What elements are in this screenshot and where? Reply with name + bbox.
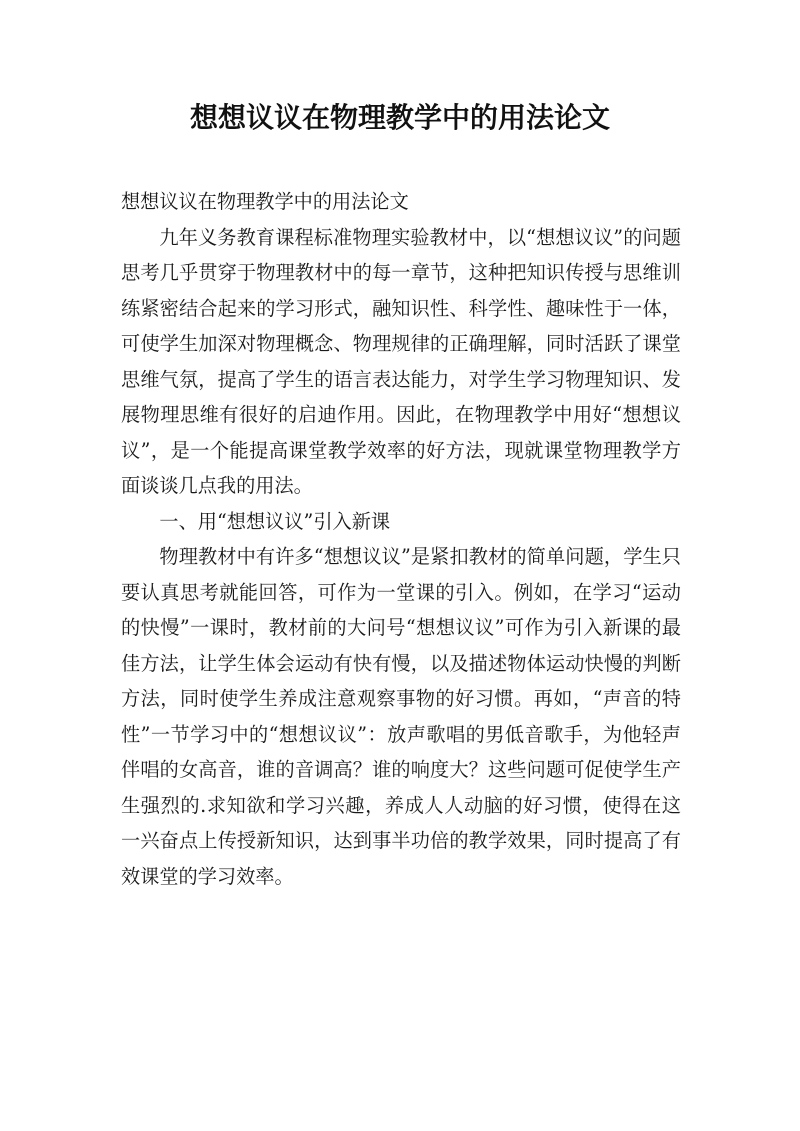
- document-body: [121, 184, 681, 894]
- paragraph-intro: 九年义务教育课程标准物理实验教材中，以“想想议议”的问题思考几乎贯穿于物理教材中的每一章节，这种把知识传授与思维训练紧密结合起来的学习形式，融知识性、科学性、趣味性于一体，可使学生加深对物理概念、物理规律的正确理解，同时活跃了课堂思维气氛，提高了学生的语言表达能力，对学生学习物理知识、发展物理思维有很好的启迪作用。因此，在物理教学中用好“想想议议”，是一个能提高课堂教学效率的好方法，现就课堂物理教学方面谈谈几点我的用法。: [121, 225, 681, 497]
- section-heading: 一、用“想想议议”引入新课: [159, 509, 391, 533]
- paragraph-section-1: 物理教材中有许多“想想议议”是紧扣教材的简单问题，学生只要认真思考就能回答，可作为一堂课的引入。例如，在学习“运动的快慢”一课时，教材前的大问号“想想议议”可作为引入新课的最佳方法，让学生体会运动有快有慢，以及描述物体运动快慢的判断方法，同时使学生养成注意观察事物的好习惯。再如，“声音的特性”一节学习中的“想想议议”：放声歌唱的男低音歌手，为他轻声伴唱的女高音，谁的音调高？谁的响度大？这些问题可促使学生产生强烈的.求知欲和学习兴趣，养成人人动脑的好习惯，使得在这一兴奋点上传授新知识，达到事半功倍的教学效果，同时提高了有效课堂的学习效率。: [121, 545, 681, 888]
- document-title: 想想议议在物理教学中的用法论文: [189, 101, 610, 134]
- document-subtitle: 想想议议在物理教学中的用法论文: [121, 190, 409, 213]
